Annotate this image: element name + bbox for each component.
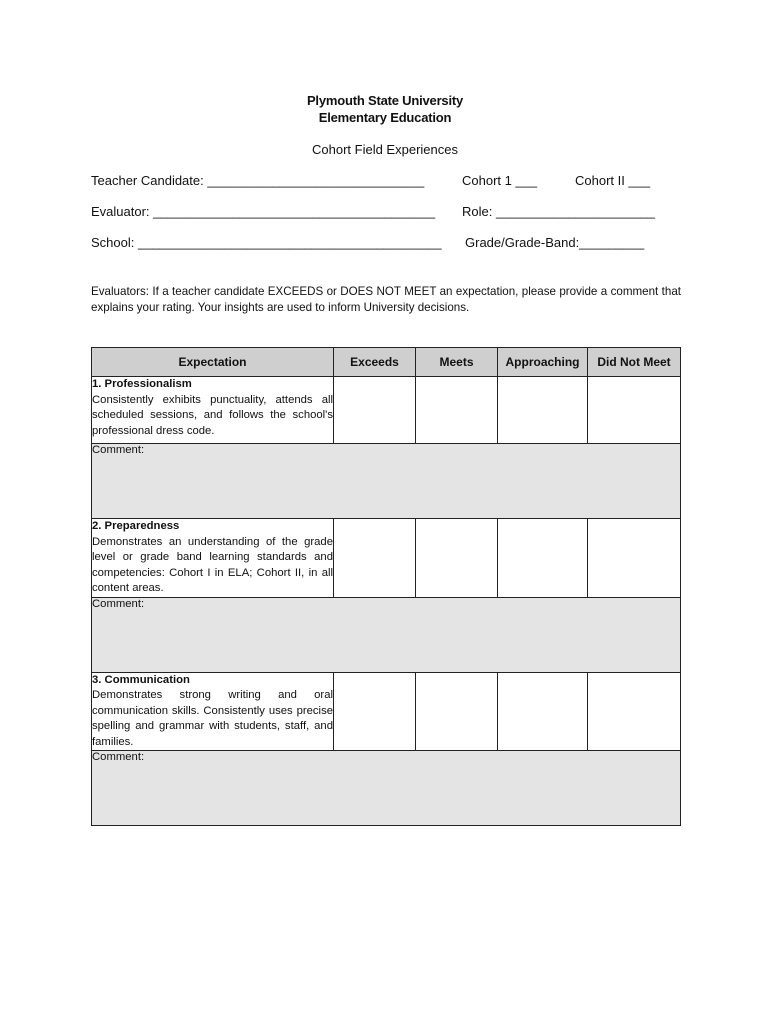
school-field[interactable]: School: __________________________________________ (91, 235, 442, 250)
expectation-description: Demonstrates an understanding of the grade level or grade band learning standards and competencies: Cohort I in ELA; Cohort II, in all content areas. (92, 535, 333, 594)
expectation-title: 1. Professionalism (92, 378, 192, 390)
comment-field[interactable] (92, 597, 681, 672)
rating-did-not-meet-cell[interactable] (588, 519, 681, 598)
expectations-table (91, 347, 681, 826)
rating-approaching-cell[interactable] (498, 672, 588, 751)
table-header-row (92, 348, 681, 377)
expectation-title: 2. Preparedness (92, 520, 180, 532)
header-expectation: Expectation (92, 348, 334, 377)
comment-row (92, 751, 681, 826)
header-approaching: Approaching (498, 348, 588, 377)
form-title: Cohort Field Experiences (312, 142, 458, 157)
comment-row (92, 597, 681, 672)
rating-exceeds-cell[interactable] (334, 519, 416, 598)
cohort2-field[interactable]: Cohort II ___ (575, 173, 651, 188)
table-row (92, 377, 681, 444)
rating-meets-cell[interactable] (416, 519, 498, 598)
rating-meets-cell[interactable] (416, 377, 498, 444)
program-name: Elementary Education (318, 110, 452, 125)
comment-field[interactable] (92, 751, 681, 826)
header-exceeds: Exceeds (334, 348, 416, 377)
table-row (92, 672, 681, 751)
comment-label: Comment: (92, 444, 145, 456)
expectation-cell (92, 519, 334, 598)
evaluator-instructions: Evaluators: If a teacher candidate EXCEEDS or DOES NOT MEET an expectation, please provide a comment that explains your rating. Your insights are used to inform University decisions. (91, 285, 681, 314)
rating-did-not-meet-cell[interactable] (588, 672, 681, 751)
table-row (92, 519, 681, 598)
comment-label: Comment: (92, 751, 145, 763)
header-did-not-meet: Did Not Meet (588, 348, 681, 377)
comment-field[interactable] (92, 444, 681, 519)
header-meets: Meets (416, 348, 498, 377)
comment-row (92, 444, 681, 519)
comment-label: Comment: (92, 597, 145, 610)
rating-meets-cell[interactable] (416, 672, 498, 751)
cohort1-field[interactable]: Cohort 1 ___ (462, 173, 538, 188)
expectation-title: 3. Communication (92, 673, 190, 686)
grade-band-field[interactable]: Grade/Grade-Band:_________ (465, 235, 645, 250)
expectation-cell (92, 377, 334, 444)
rating-exceeds-cell[interactable] (334, 672, 416, 751)
teacher-candidate-field[interactable]: Teacher Candidate: ______________________________ (91, 173, 425, 188)
evaluator-field[interactable]: Evaluator: _______________________________________ (91, 204, 436, 219)
rating-exceeds-cell[interactable] (334, 377, 416, 444)
expectation-cell (92, 672, 334, 751)
rating-approaching-cell[interactable] (498, 519, 588, 598)
expectation-description: Consistently exhibits punctuality, attends all scheduled sessions, and follows the school's professional dress code. (92, 393, 333, 437)
expectation-description: Demonstrates strong writing and oral communication skills. Consistently uses precise spelling and grammar with students, staff, and families. (92, 689, 333, 748)
rating-approaching-cell[interactable] (498, 377, 588, 444)
rating-did-not-meet-cell[interactable] (588, 377, 681, 444)
role-field[interactable]: Role: ______________________ (462, 204, 656, 219)
university-name: Plymouth State University (306, 93, 464, 108)
